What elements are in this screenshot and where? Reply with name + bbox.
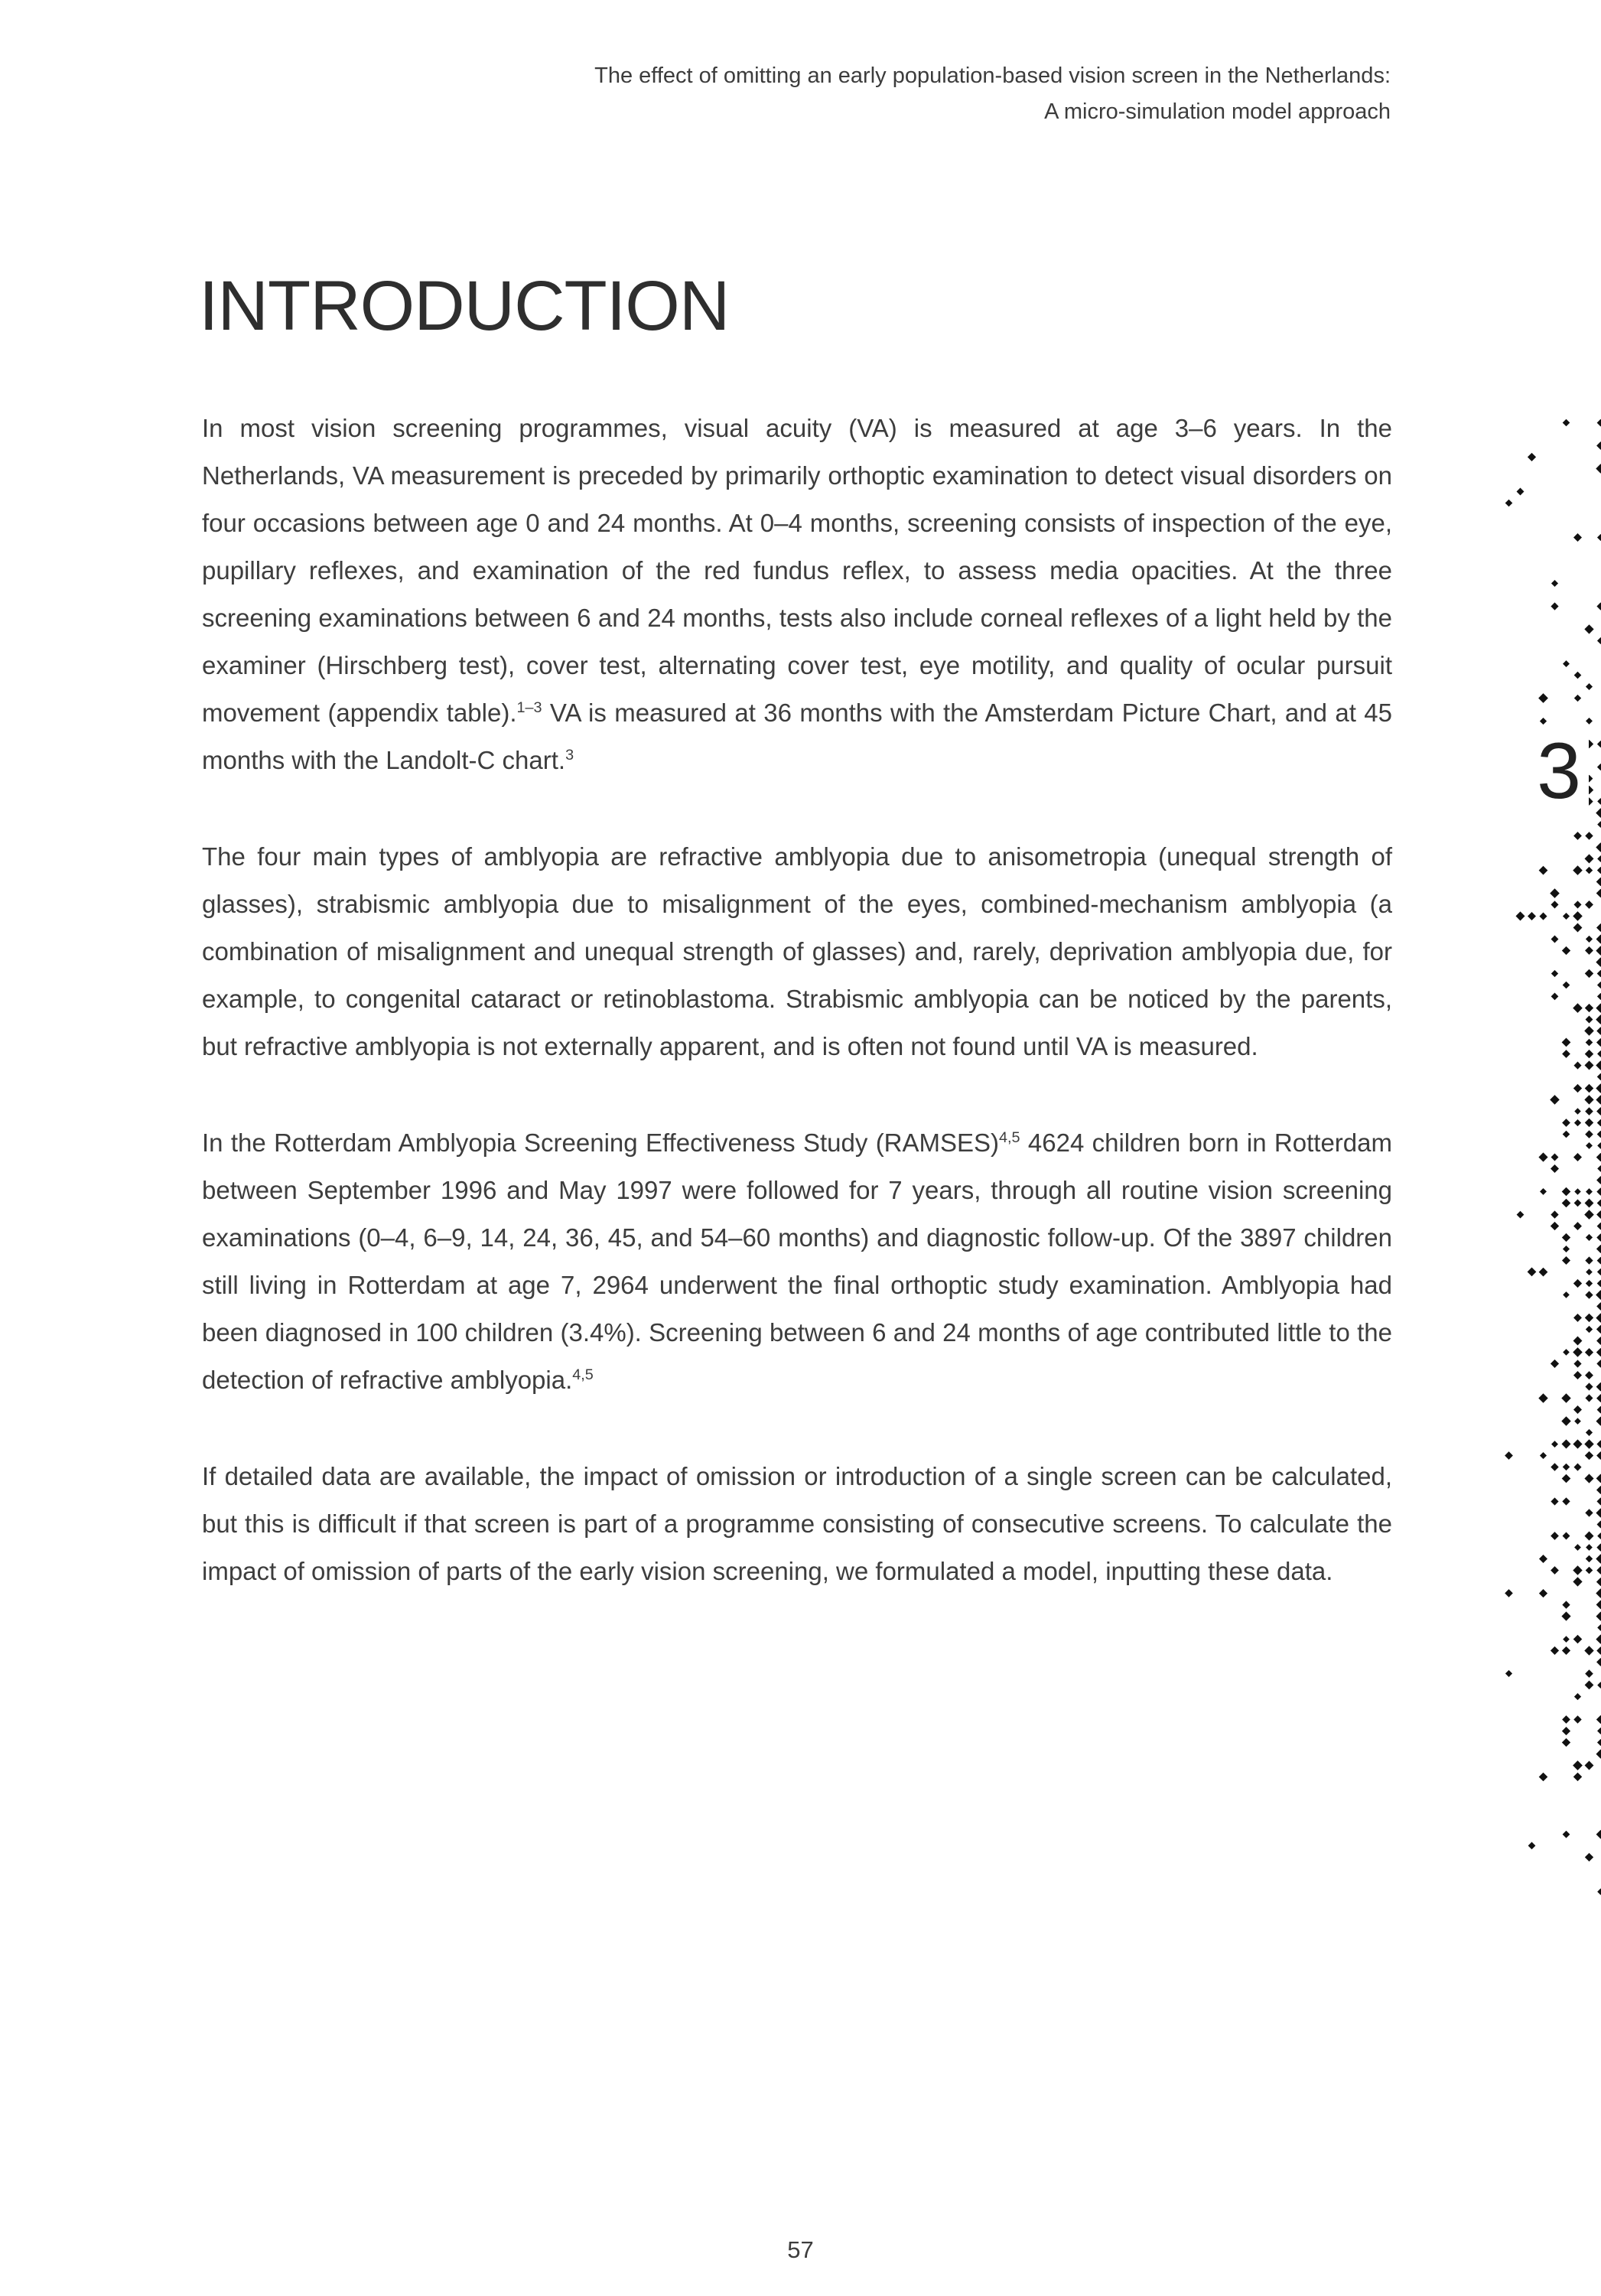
text-run: In most vision screening programmes, visual acuity (VA) is measured at age 3–6 years. In the Netherlands, VA measurement is preceded by primarily orthoptic examination to detect visual disorders on four occasions between age 0 and 24 months. At 0–4 months, screening consists of inspection of the eye, pupillary reflexes, and examination of the red fundus reflex, to assess media opacities. At the three screening examinations between 6 and 24 months, tests also include corneal reflexes of a light held by the examiner (Hirschberg test), cover test, alternating cover test, eye motility, and quality of ocular pursuit movement (appendix table).	[202, 414, 1392, 727]
decorative-dot-pattern	[1503, 348, 1601, 1917]
text-run: The four main types of amblyopia are refractive amblyopia due to anisometropia (unequal strength of glasses), strabismic amblyopia due to misalignment of the eyes, combined-mechanism amblyopia (a combination of misalignment and unequal strength of glasses) and, rarely, deprivation amblyopia due, for example, to congenital cataract or retinoblastoma. Strabismic amblyopia can be noticed by the parents, but refractive amblyopia is not externally apparent, and is often not found until VA is measured.	[202, 842, 1392, 1060]
text-run: 4624 children born in Rotterdam between September 1996 and May 1997 were followed for 7 years, through all routine vision screening examinations (0–4, 6–9, 14, 24, 36, 45, and 54–60 months) and diagnostic follow-up. Of the 3897 children still living in Rotterdam at age 7, 2964 underwent the final orthoptic study examination. Amblyopia had been diagnosed in 100 children (3.4%). Screening between 6 and 24 months of age contributed little to the detection of refractive amblyopia.	[202, 1128, 1392, 1394]
paragraph-3	[202, 1119, 1392, 1404]
text-run: In the Rotterdam Amblyopia Screening Effectiveness Study (RAMSES)	[202, 1128, 1000, 1157]
running-header	[202, 58, 1391, 130]
paragraph-2	[202, 833, 1392, 1070]
citation-superscript: 4,5	[572, 1366, 594, 1383]
citation-superscript: 1–3	[516, 699, 542, 716]
page-number: 57	[787, 2236, 814, 2263]
page-number-footer	[0, 2236, 1601, 2264]
section-title: INTRODUCTION	[199, 267, 730, 345]
main-content	[199, 266, 1392, 1595]
running-header-line1: The effect of omitting an early population-based vision screen in the Netherlands:	[594, 64, 1391, 88]
citation-superscript: 4,5	[999, 1129, 1020, 1146]
text-run: VA is measured at 36 months with the Amsterdam Picture Chart, and at 45 months with the Landolt-C chart.	[202, 699, 1392, 774]
paragraph-1	[202, 405, 1392, 784]
text-run: If detailed data are available, the impact of omission or introduction of a single screen can be calculated, but this is difficult if that screen is part of a programme consisting of consecutive screens. To calculate the impact of omission of parts of the early vision screening, we formulated a model, inputting these data.	[202, 1462, 1392, 1585]
chapter-number: 3	[1525, 725, 1589, 822]
paragraph-4	[202, 1453, 1392, 1595]
running-header-line2: A micro-simulation model approach	[1044, 99, 1391, 124]
body-copy	[202, 405, 1392, 1595]
citation-superscript: 3	[565, 747, 574, 764]
